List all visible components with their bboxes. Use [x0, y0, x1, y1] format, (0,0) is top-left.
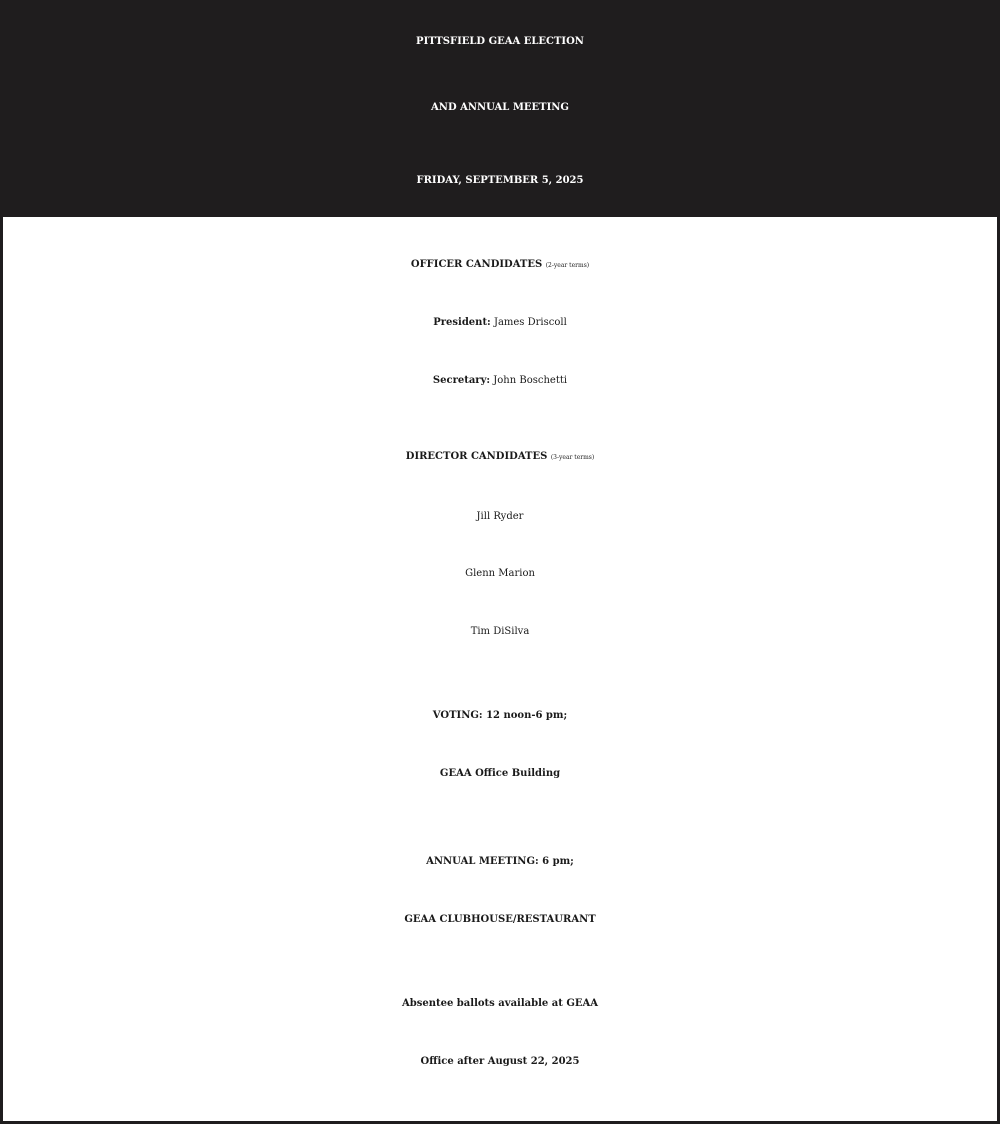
officer-term-note: (2-year terms)	[545, 262, 590, 269]
secretary-label: Secretary:	[432, 375, 491, 386]
president-row	[3, 297, 997, 349]
banner-date: FRIDAY, SEPTEMBER 5, 2025	[416, 175, 584, 186]
director-name: Tim DiSilva	[470, 626, 530, 637]
director-term-note: (3-year terms)	[550, 454, 595, 461]
secretary-row	[3, 355, 997, 407]
officer-candidates-heading	[3, 237, 997, 294]
officer-heading-text: OFFICER CANDIDATES	[410, 259, 543, 270]
president-label: President:	[433, 317, 491, 328]
absentee-line-2: Office after August 22, 2025	[420, 1056, 580, 1067]
secretary-name: John Boschetti	[493, 375, 568, 386]
director-heading-text: DIRECTOR CANDIDATES	[405, 451, 548, 462]
voting-time: VOTING: 12 noon-6 pm;	[432, 710, 568, 721]
director-name: Jill Ryder	[476, 511, 524, 522]
director-name: Glenn Marion	[465, 568, 535, 579]
meeting-location: GEAA CLUBHOUSE/RESTAURANT	[404, 914, 596, 925]
header-banner	[3, 3, 997, 217]
banner-title-line-1: PITTSFIELD GEAA ELECTION	[416, 36, 584, 47]
absentee-line-1: Absentee ballots available at GEAA	[401, 998, 599, 1009]
meeting-time: ANNUAL MEETING: 6 pm;	[426, 856, 574, 867]
director-candidates-heading	[3, 429, 997, 486]
voting-location: GEAA Office Building	[439, 768, 561, 779]
president-name: James Driscoll	[493, 317, 567, 328]
banner-title-line-2: AND ANNUAL MEETING	[431, 102, 569, 113]
